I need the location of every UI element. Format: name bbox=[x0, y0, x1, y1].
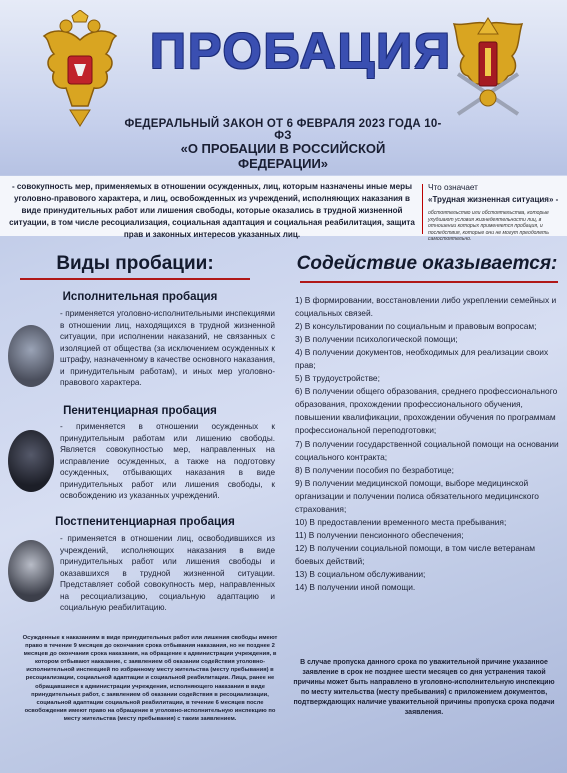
assistance-heading: Содействие оказывается: bbox=[296, 253, 558, 274]
type-text-executive: - применяется уголовно-исполнительными инспекциями в отношении лиц, находящихся в трудной жизненной ситуации, при исполнении наказаний, не связанных с изоляцией от общества (за исключением осужденных к штрафу, назначенному в качестве основного наказания, и принудительным работам), и иных мер уголовно-правового характера. bbox=[60, 309, 275, 387]
list-item: 6) В получении общего образования, среднего профессионального образования, прохождении профессионального обучения, повышении квалификации, прохождении обучения по программам профессиональной переподготовки; bbox=[295, 386, 558, 436]
application-note-left: Осужденные к наказаниям в виде принудительных работ или лишения свободы имеют право в течение 9 месяцев до окончания срока отбывания наказания, но не позднее 2 месяцев до окончания срока наказания, на обращение к администрации учреждения, в котором отбывают наказание, с заявлением об оказании содействия уголовно-исполнительной инспекцией по избранному месту жительства (месту пребывания) в ресоциализации, социальной адаптации и социальной реабилитации. Лица, ранее не обращавшиеся к администрации учреждения, исполняющего наказания в виде принудительных работ, с заявлением об оказании содействия в ресоциализации, социальной адаптации социальной реабилитации, в течение 6 месяцев после освобождения имеют право на обращение в уголовно-исполнительную инспекцию по месту жительства (месту пребывания) с таким заявлением. bbox=[22, 635, 278, 722]
list-item: 10) В предоставлении временного места пребывания; bbox=[295, 516, 507, 527]
application-note-right: В случае пропуска данного срока по уважительной причине указанное заявление в срок не позднее шести месяцев со дня устранения такой причины может быть направлено в уголовно-исполнительную инспекцию по месту жительства (месту пребывания) с приложением документов, подтверждающих наличие уважительной причины пропуска срока подачи заявления. bbox=[293, 659, 555, 716]
list-item: 14) В получении иной помощи. bbox=[295, 582, 416, 593]
list-item: 7) В получении государственной социальной помощи на основании социального контракта; bbox=[295, 438, 559, 462]
types-underline bbox=[20, 278, 250, 280]
types-heading: Виды пробации: bbox=[56, 253, 214, 274]
law-name: «О ПРОБАЦИИ В РОССИЙСКОЙ ФЕДЕРАЦИИ» bbox=[180, 141, 386, 171]
type-text-postpenitentiary: - применяется в отношении лиц, освободившихся из учреждений, исполняющих наказания в виде принудительных работ или лишения свободы и оказавшихся в трудной жизненной ситуации. Представляет собой совокупность мер, направленных на ресоциализацию, социальную адаптацию и социальную реабилитацию. bbox=[60, 534, 275, 612]
photo-postpenitentiary bbox=[8, 540, 54, 602]
list-item: 4) В получении документов, необходимых для реализации своих прав; bbox=[295, 347, 549, 371]
hint-term: «Трудная жизненная ситуация» - bbox=[428, 195, 559, 204]
assistance-list bbox=[290, 294, 560, 594]
list-item: 9) В получении медицинской помощи, выборе медицинской организации и получении полиса обязательного медицинского страхования; bbox=[295, 477, 539, 514]
list-item: 1) В формировании, восстановлении либо укреплении семейных и социальных связей. bbox=[295, 295, 557, 319]
page-title: ПРОБАЦИЯ bbox=[150, 23, 453, 79]
probation-definition: - совокупность мер, применяемых в отношении осужденных, лиц, которым назначены иные меры уголовно-правового характера, и лиц, освобожденных из учреждений, исполняющих наказания в виде принудительных работ или лишения свободы, которые оказались в трудной жизненной ситуации, в том числе ресоциализация, социальная адаптация и социальная реабилитация, защита прав и законных интересов указанных лиц. bbox=[9, 182, 415, 239]
list-item: 8) В получении пособия по безработице; bbox=[295, 464, 454, 475]
photo-executive bbox=[8, 325, 54, 387]
type-title-executive: Исполнительная пробация bbox=[62, 291, 218, 303]
assistance-underline bbox=[300, 281, 558, 283]
type-title-postpenitentiary: Постпенитенциарная пробация bbox=[55, 516, 235, 528]
list-item: 11) В получении пенсионного обеспечения; bbox=[295, 529, 464, 540]
hint-question: Что означает bbox=[428, 183, 478, 192]
list-item: 2) В консультировании по социальным и правовым вопросам; bbox=[295, 321, 537, 332]
law-subtitle: ФЕДЕРАЛЬНЫЙ ЗАКОН ОТ 6 ФЕВРАЛЯ 2023 ГОДА 10-ФЗ bbox=[124, 118, 442, 142]
list-item: 13) В социальном обслуживании; bbox=[295, 568, 426, 579]
type-text-penitentiary: - применяется в отношении осужденных к принудительным работам или лишению свободы. Является совокупностью мер, направленных на исправление осужденных, а также на подготовку осужденных, отбывающих наказания в виде принудительных работ или лишения свободы, к освобождению из указанных учреждений. bbox=[60, 422, 275, 500]
russian-double-headed-eagle-icon bbox=[40, 10, 120, 130]
list-item: 5) В трудоустройстве; bbox=[295, 373, 380, 384]
photo-penitentiary bbox=[8, 430, 54, 492]
list-item: 3) В получении психологической помощи; bbox=[295, 334, 458, 345]
definition-divider bbox=[422, 184, 423, 234]
fsin-emblem-icon bbox=[448, 14, 528, 134]
hint-definition: обстоятельство или обстоятельства, которые ухудшают условия жизнедеятельности лиц, в отношении которых применяется пробация, и последствия, которые они не могут преодолеть самостоятельно. bbox=[428, 210, 549, 242]
list-item: 12) В получении социальной помощи, в том числе ветеранам боевых действий; bbox=[295, 542, 536, 566]
type-title-penitentiary: Пенитенциарная пробация bbox=[63, 405, 217, 417]
